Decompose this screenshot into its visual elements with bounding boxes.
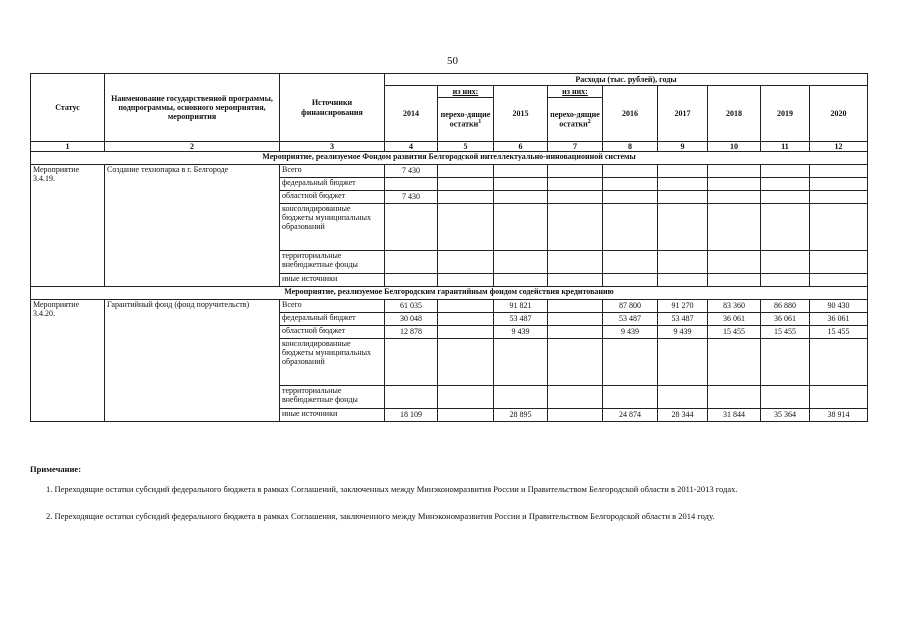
page-number: 50	[447, 55, 458, 67]
column-number: 3	[280, 142, 385, 152]
funding-source-cell: областной бюджет	[280, 191, 385, 204]
amount-cell	[548, 274, 603, 287]
header-name: Наименование государственной программы, подпрограммы, основного мероприятия, мероприятия	[105, 74, 280, 142]
amount-cell	[548, 409, 603, 422]
amount-cell	[810, 204, 868, 251]
amount-cell: 12 878	[385, 326, 438, 339]
amount-cell	[548, 204, 603, 251]
amount-cell: 87 800	[603, 300, 658, 313]
column-number: 9	[658, 142, 708, 152]
amount-cell	[658, 204, 708, 251]
amount-cell	[708, 251, 761, 274]
header-year-2017: 2017	[658, 86, 708, 142]
header-year-2016: 2016	[603, 86, 658, 142]
amount-cell	[548, 326, 603, 339]
amount-cell: 86 880	[761, 300, 810, 313]
amount-cell	[548, 300, 603, 313]
amount-cell	[810, 274, 868, 287]
amount-cell	[708, 165, 761, 178]
amount-cell	[810, 339, 868, 386]
amount-cell	[494, 178, 548, 191]
amount-cell: 35 364	[761, 409, 810, 422]
amount-cell	[385, 274, 438, 287]
header-expenses: Расходы (тыс. рублей), годы	[385, 74, 868, 86]
amount-cell	[658, 251, 708, 274]
amount-cell	[438, 300, 494, 313]
table-row	[31, 300, 868, 313]
column-number: 1	[31, 142, 105, 152]
amount-cell	[603, 178, 658, 191]
amount-cell	[658, 386, 708, 409]
amount-cell: 18 109	[385, 409, 438, 422]
amount-cell	[658, 274, 708, 287]
amount-cell	[385, 251, 438, 274]
measure-name-cell: Гарантийный фонд (фонд поручительств)	[105, 300, 280, 422]
amount-cell	[761, 178, 810, 191]
status-cell: Мероприятие 3.4.19.	[31, 165, 105, 287]
column-number: 6	[494, 142, 548, 152]
amount-cell: 28 344	[658, 409, 708, 422]
amount-cell: 28 895	[494, 409, 548, 422]
amount-cell	[810, 178, 868, 191]
header-year-2020: 2020	[810, 86, 868, 142]
amount-cell	[438, 165, 494, 178]
amount-cell	[708, 274, 761, 287]
status-cell: Мероприятие 3.4.20.	[31, 300, 105, 422]
amount-cell: 15 455	[708, 326, 761, 339]
amount-cell	[548, 386, 603, 409]
measure-name-cell: Создание технопарка в г. Белгороде	[105, 165, 280, 287]
amount-cell	[708, 191, 761, 204]
amount-cell	[438, 386, 494, 409]
funding-source-cell: Всего	[280, 300, 385, 313]
amount-cell: 36 061	[761, 313, 810, 326]
funding-source-cell: областной бюджет	[280, 326, 385, 339]
header-of-which-a: из них:	[438, 86, 494, 98]
amount-cell	[494, 386, 548, 409]
amount-cell	[438, 326, 494, 339]
amount-cell: 15 455	[761, 326, 810, 339]
amount-cell: 30 048	[385, 313, 438, 326]
funding-source-cell: иные источники	[280, 409, 385, 422]
amount-cell	[761, 339, 810, 386]
amount-cell	[658, 191, 708, 204]
amount-cell	[810, 386, 868, 409]
amount-cell	[708, 178, 761, 191]
amount-cell: 53 487	[494, 313, 548, 326]
funding-source-cell: Всего	[280, 165, 385, 178]
notes-title: Примечание:	[30, 464, 82, 474]
amount-cell	[810, 191, 868, 204]
notes	[30, 464, 737, 538]
amount-cell: 24 874	[603, 409, 658, 422]
amount-cell: 31 844	[708, 409, 761, 422]
amount-cell: 9 439	[603, 326, 658, 339]
amount-cell	[603, 165, 658, 178]
amount-cell: 36 061	[810, 313, 868, 326]
amount-cell: 53 487	[658, 313, 708, 326]
amount-cell	[438, 313, 494, 326]
amount-cell	[494, 251, 548, 274]
funding-source-cell: федеральный бюджет	[280, 178, 385, 191]
column-number: 4	[385, 142, 438, 152]
column-number: 12	[810, 142, 868, 152]
amount-cell	[385, 178, 438, 191]
header-year-2014: 2014	[385, 86, 438, 142]
amount-cell	[548, 313, 603, 326]
header-carryover-b-text: перехо-дящие остатки	[550, 109, 600, 129]
funding-source-cell: консолидированные бюджеты муниципальных образований	[280, 339, 385, 386]
header-year-2019: 2019	[761, 86, 810, 142]
amount-cell	[603, 191, 658, 204]
note-item-1: 1. Переходящие остатки субсидий федерального бюджета в рамках Соглашений, заключенных между Минэкономразвития России и Правительством Белгородской области в 2011-2013 годах.	[46, 484, 738, 494]
amount-cell	[494, 339, 548, 386]
header-carryover-a	[438, 98, 494, 142]
amount-cell	[761, 204, 810, 251]
amount-cell	[438, 274, 494, 287]
amount-cell	[761, 274, 810, 287]
amount-cell	[761, 191, 810, 204]
amount-cell	[708, 339, 761, 386]
amount-cell	[658, 178, 708, 191]
amount-cell	[548, 178, 603, 191]
amount-cell: 83 360	[708, 300, 761, 313]
amount-cell	[494, 204, 548, 251]
section-title: Мероприятие, реализуемое Белгородским гарантийным фондом содействия кредитованию	[31, 287, 868, 300]
amount-cell: 61 035	[385, 300, 438, 313]
amount-cell	[810, 251, 868, 274]
amount-cell: 9 439	[494, 326, 548, 339]
funding-source-cell: территориальные внебюджетные фонды	[280, 251, 385, 274]
amount-cell	[603, 251, 658, 274]
amount-cell: 9 439	[658, 326, 708, 339]
amount-cell	[810, 165, 868, 178]
amount-cell	[494, 274, 548, 287]
amount-cell: 38 914	[810, 409, 868, 422]
budget-table	[30, 73, 868, 422]
header-sources: Источники финансирования	[280, 74, 385, 142]
amount-cell	[603, 274, 658, 287]
amount-cell	[658, 339, 708, 386]
column-number: 2	[105, 142, 280, 152]
amount-cell	[494, 165, 548, 178]
amount-cell	[438, 178, 494, 191]
header-carryover-a-text: перехо-дящие остатки	[440, 109, 491, 129]
amount-cell: 36 061	[708, 313, 761, 326]
amount-cell	[603, 204, 658, 251]
header-carryover-b-footnote: 2	[587, 119, 591, 126]
table-row	[31, 165, 868, 178]
section-title: Мероприятие, реализуемое Фондом развития Белгородской интеллектуально-инновационной системы	[31, 152, 868, 165]
amount-cell: 7 430	[385, 165, 438, 178]
header-year-2018: 2018	[708, 86, 761, 142]
funding-source-cell: территориальные внебюджетные фонды	[280, 386, 385, 409]
amount-cell	[385, 204, 438, 251]
amount-cell: 91 270	[658, 300, 708, 313]
column-number: 8	[603, 142, 658, 152]
section-title-row	[31, 152, 868, 165]
column-number: 10	[708, 142, 761, 152]
amount-cell	[603, 386, 658, 409]
funding-source-cell: иные источники	[280, 274, 385, 287]
amount-cell	[438, 251, 494, 274]
amount-cell	[658, 165, 708, 178]
amount-cell	[548, 339, 603, 386]
amount-cell	[708, 386, 761, 409]
amount-cell	[761, 386, 810, 409]
amount-cell	[438, 191, 494, 204]
column-number: 11	[761, 142, 810, 152]
table-body	[31, 152, 868, 422]
header-of-which-b: из них:	[548, 86, 603, 98]
amount-cell	[548, 251, 603, 274]
header-year-2015: 2015	[494, 86, 548, 142]
amount-cell	[438, 204, 494, 251]
amount-cell: 7 430	[385, 191, 438, 204]
amount-cell: 90 430	[810, 300, 868, 313]
amount-cell	[438, 409, 494, 422]
funding-source-cell: федеральный бюджет	[280, 313, 385, 326]
amount-cell	[761, 165, 810, 178]
note-item-2: 2. Переходящие остатки субсидий федерального бюджета в рамках Соглашения, заключенного между Минэкономразвития России и Правительством Белгородской области в 2014 году.	[46, 511, 715, 521]
amount-cell	[548, 165, 603, 178]
header-carryover-a-footnote: 1	[478, 119, 482, 126]
amount-cell	[603, 339, 658, 386]
amount-cell: 53 487	[603, 313, 658, 326]
amount-cell	[438, 339, 494, 386]
amount-cell: 15 455	[810, 326, 868, 339]
amount-cell	[494, 191, 548, 204]
header-carryover-b	[548, 98, 603, 142]
column-number: 7	[548, 142, 603, 152]
section-title-row	[31, 287, 868, 300]
amount-cell: 91 821	[494, 300, 548, 313]
amount-cell	[385, 386, 438, 409]
column-number: 5	[438, 142, 494, 152]
header-status: Статус	[31, 74, 105, 142]
column-numbers-row	[31, 142, 868, 152]
amount-cell	[708, 204, 761, 251]
amount-cell	[761, 251, 810, 274]
amount-cell	[385, 339, 438, 386]
funding-source-cell: консолидированные бюджеты муниципальных образований	[280, 204, 385, 251]
amount-cell	[548, 191, 603, 204]
